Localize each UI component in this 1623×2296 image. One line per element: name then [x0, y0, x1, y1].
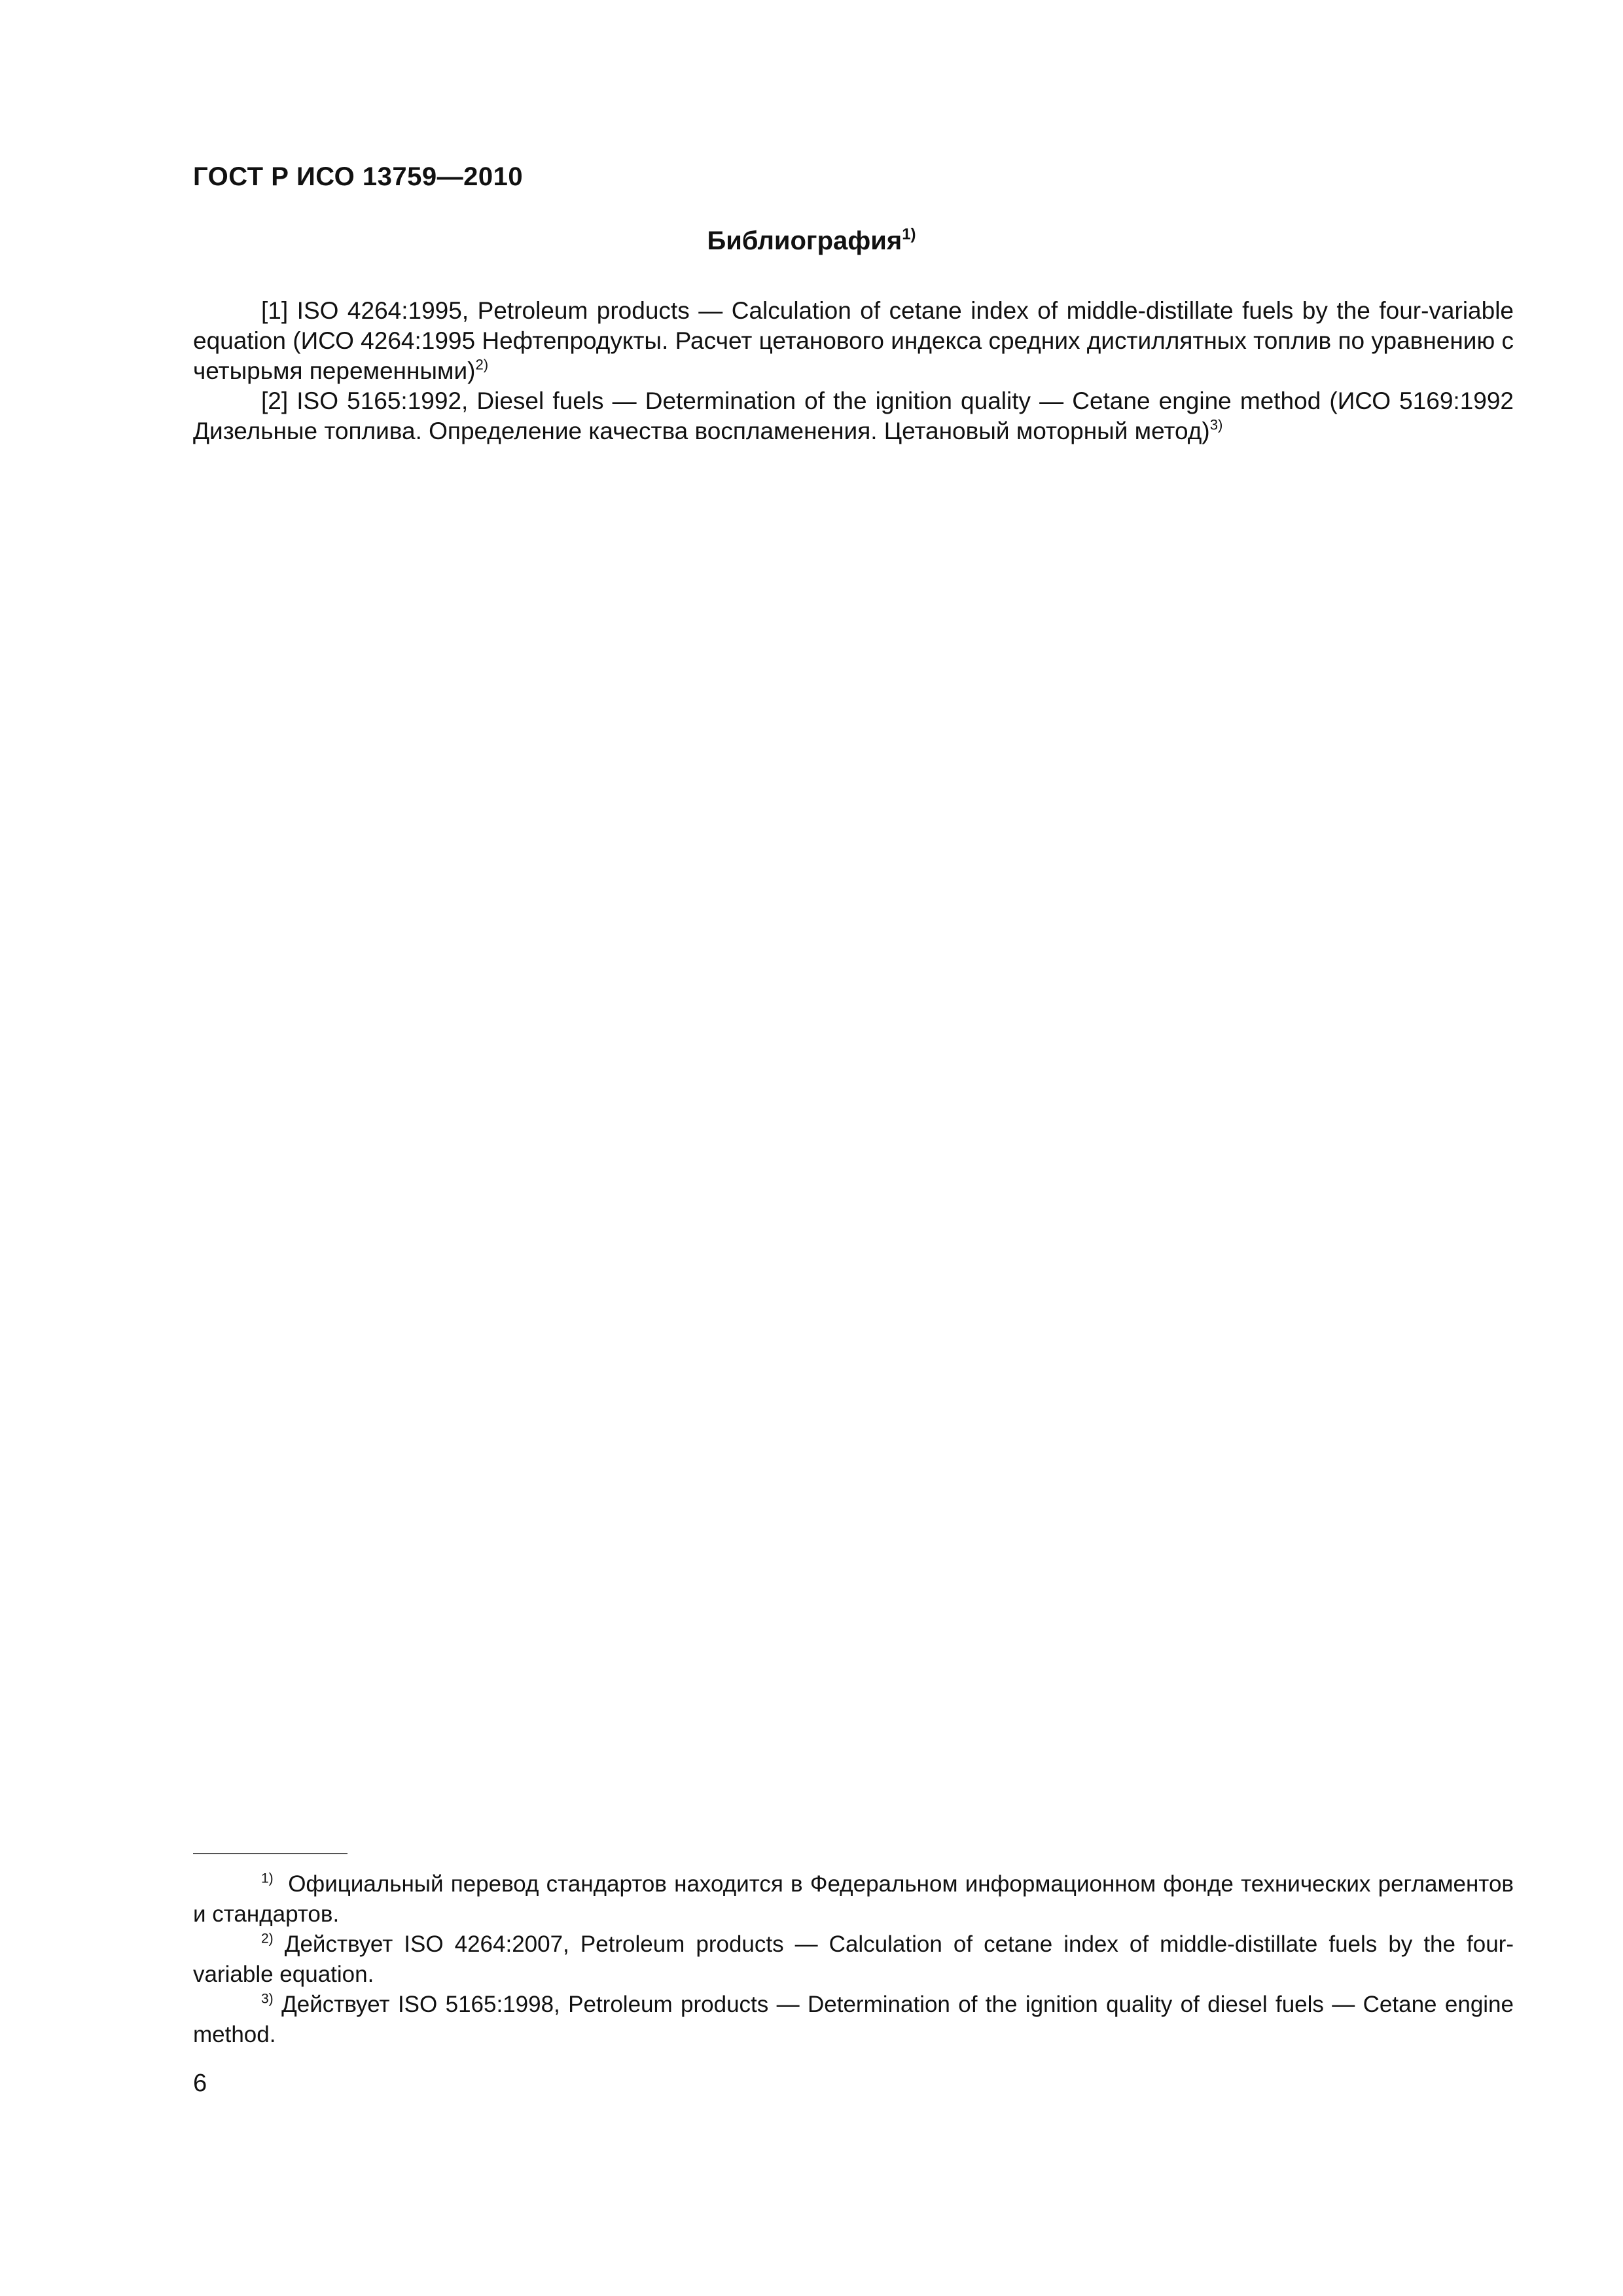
- footnote-mark: 1): [261, 1871, 274, 1886]
- bibliography-title: [0, 226, 1623, 256]
- standard-header: ГОСТ Р ИСО 13759—2010: [193, 162, 524, 191]
- footnote-separator: [193, 1853, 348, 1854]
- reference-text: ISO 5165:1992, Diesel fuels — Determination of the ignition quality — Cetane engine method (ИСО 5169:1992 Дизельные топлива. Определение качества воспламенения. Цетановый моторный метод): [193, 387, 1514, 444]
- reference-item: [193, 296, 1514, 386]
- footnote-item: [193, 1990, 1514, 2050]
- reference-number: [2]: [261, 387, 289, 414]
- page-number: 6: [193, 2070, 207, 2097]
- footnote-mark: 2): [261, 1931, 274, 1946]
- footnote-text: Действует ISO 4264:2007, Petroleum products — Calculation of cetane index of middle-distillate fuels by the four-variable equation.: [193, 1931, 1514, 1987]
- footnote-mark: 3): [261, 1991, 274, 2007]
- footnote-item: [193, 1869, 1514, 1929]
- footnote-item: [193, 1929, 1514, 1990]
- footnote-text: Действует ISO 5165:1998, Petroleum products — Determination of the ignition quality of diesel fuels — Cetane engine method.: [193, 1992, 1514, 2047]
- footnote-text: Официальный перевод стандартов находится в Федеральном информационном фонде технических регламентов и стандартов.: [193, 1871, 1514, 1927]
- footnote-list: [193, 1869, 1514, 2050]
- reference-list: [193, 296, 1514, 446]
- title-footnote-mark: 1): [902, 225, 916, 243]
- reference-footnote-mark: 3): [1209, 416, 1223, 433]
- reference-item: [193, 386, 1514, 446]
- reference-number: [1]: [261, 297, 289, 324]
- reference-footnote-mark: 2): [475, 356, 489, 373]
- reference-text: ISO 4264:1995, Petroleum products — Calculation of cetane index of middle-distillate fuels by the four-variable equation (ИСО 4264:1995 Нефтепродукты. Расчет цетанового индекса средних дистиллятных топлив по уравнению с четырьмя переменными): [193, 297, 1514, 384]
- bibliography-title-text: Библиография: [707, 226, 902, 255]
